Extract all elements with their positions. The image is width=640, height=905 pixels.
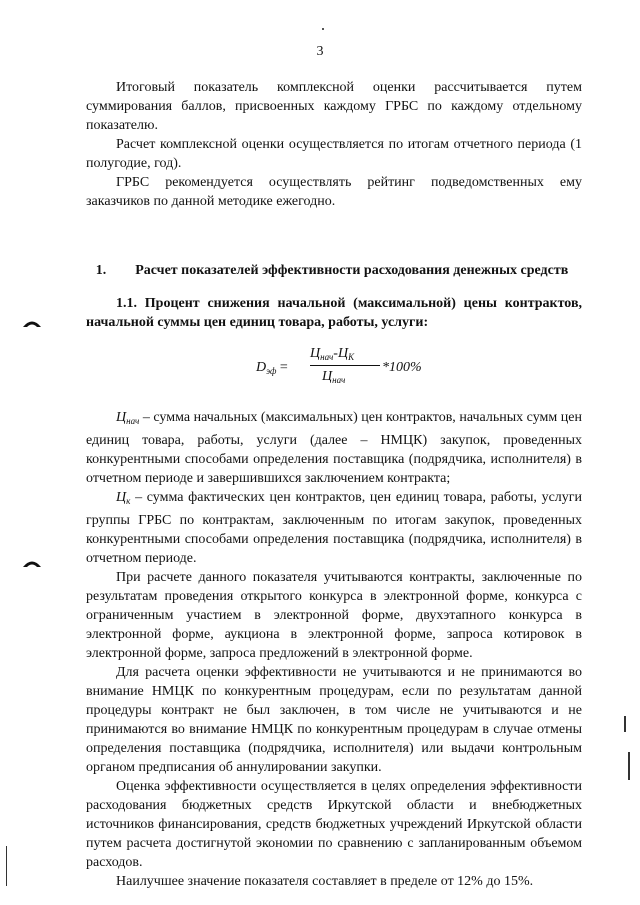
formula-denominator: $Ц_{нач}$: [322, 369, 346, 385]
fraction-bar: [310, 365, 380, 366]
document-body: [86, 78, 582, 891]
body-paragraph: Оценка эффективности осуществляется в целях определения эффективности расходования бюджетных средств Иркутской области и внебюджетных источников финансирования, средств бюджетных учреждений Иркутской области путем расчета достигнутой экономии по сравнению с запланированным объемом расходов.: [86, 779, 582, 870]
section-title: Расчет показателей эффективности расходования денежных средств: [135, 263, 569, 278]
definition-paragraph: $Ц_{нач}$ – сумма начальных (максимальных) цен контрактов, начальных сумм цен единиц товара, работы, услуги (далее – НМЦК) закупок, проведенных конкурентными способами определения поставщика (подрядчика, исполнителя) в отчетном периоде и завершившихся заключением контракта;: [86, 410, 582, 486]
body-paragraph: Наилучшее значение показателя составляет в пределе от 12% до 15%.: [116, 874, 534, 889]
formula-numerator: $Ц_{нач}-Ц_К$: [310, 346, 355, 362]
formula-rhs: *100%: [382, 360, 422, 375]
subsection-heading: 1.1. Процент снижения начальной (максимальной) цены контрактов, начальной суммы цен единиц товара, работы, услуги:: [86, 296, 582, 330]
scan-edge-mark: [6, 846, 7, 886]
scan-dot: [322, 28, 324, 30]
intro-paragraph: Расчет комплексной оценки осуществляется по итогам отчетного периода (1 полугодие, год).: [86, 137, 582, 171]
definition-paragraph: $Ц_к$ – сумма фактических цен контрактов, цен единиц товара, работы, услуги группы ГРБС по контрактам, заключенным по итогам закупок, проведенных конкурентными способами определения поставщика (подрядчика, исполнителя) в отчетном периоде.: [86, 490, 582, 566]
section-heading: [86, 261, 582, 280]
scan-edge-mark: [624, 716, 626, 732]
body-paragraph: При расчете данного показателя учитываются контракты, заключенные по результатам проведения открытого конкурса в электронной форме, конкурса с ограниченным участием в электронной форме, двухэтапного конкурса в электронной форме, аукциона в электронной форме, запроса котировок в электронной форме, запроса предложений в электронной форме.: [86, 570, 582, 661]
page-number: 3: [316, 44, 324, 59]
section-number: 1.: [95, 263, 107, 278]
formula-lhs: $D_{эф}$ =: [256, 360, 288, 376]
efficiency-formula: [86, 344, 582, 396]
intro-paragraph: Итоговый показатель комплексной оценки рассчитывается путем суммирования баллов, присвоенных каждому ГРБС по каждому отдельному показателю.: [86, 80, 582, 133]
body-paragraph: Для расчета оценки эффективности не учитываются и не принимаются во внимание НМЦК по конкурентным процедурам, если по результатам данной процедуры контракт не был заключен, в том числе не учитываются и не принимаются во внимание НМЦК по конкурентным процедурам в случае отмены определения поставщика (подрядчика, исполнителя) или выдачи контрольным органом предписания об аннулировании закупки.: [86, 665, 582, 775]
intro-paragraph: ГРБС рекомендуется осуществлять рейтинг подведомственных ему заказчиков по данной методике ежегодно.: [86, 175, 582, 209]
scan-edge-mark: [628, 752, 630, 780]
binder-hole-mark: [22, 558, 42, 568]
binder-hole-mark: [22, 318, 42, 328]
